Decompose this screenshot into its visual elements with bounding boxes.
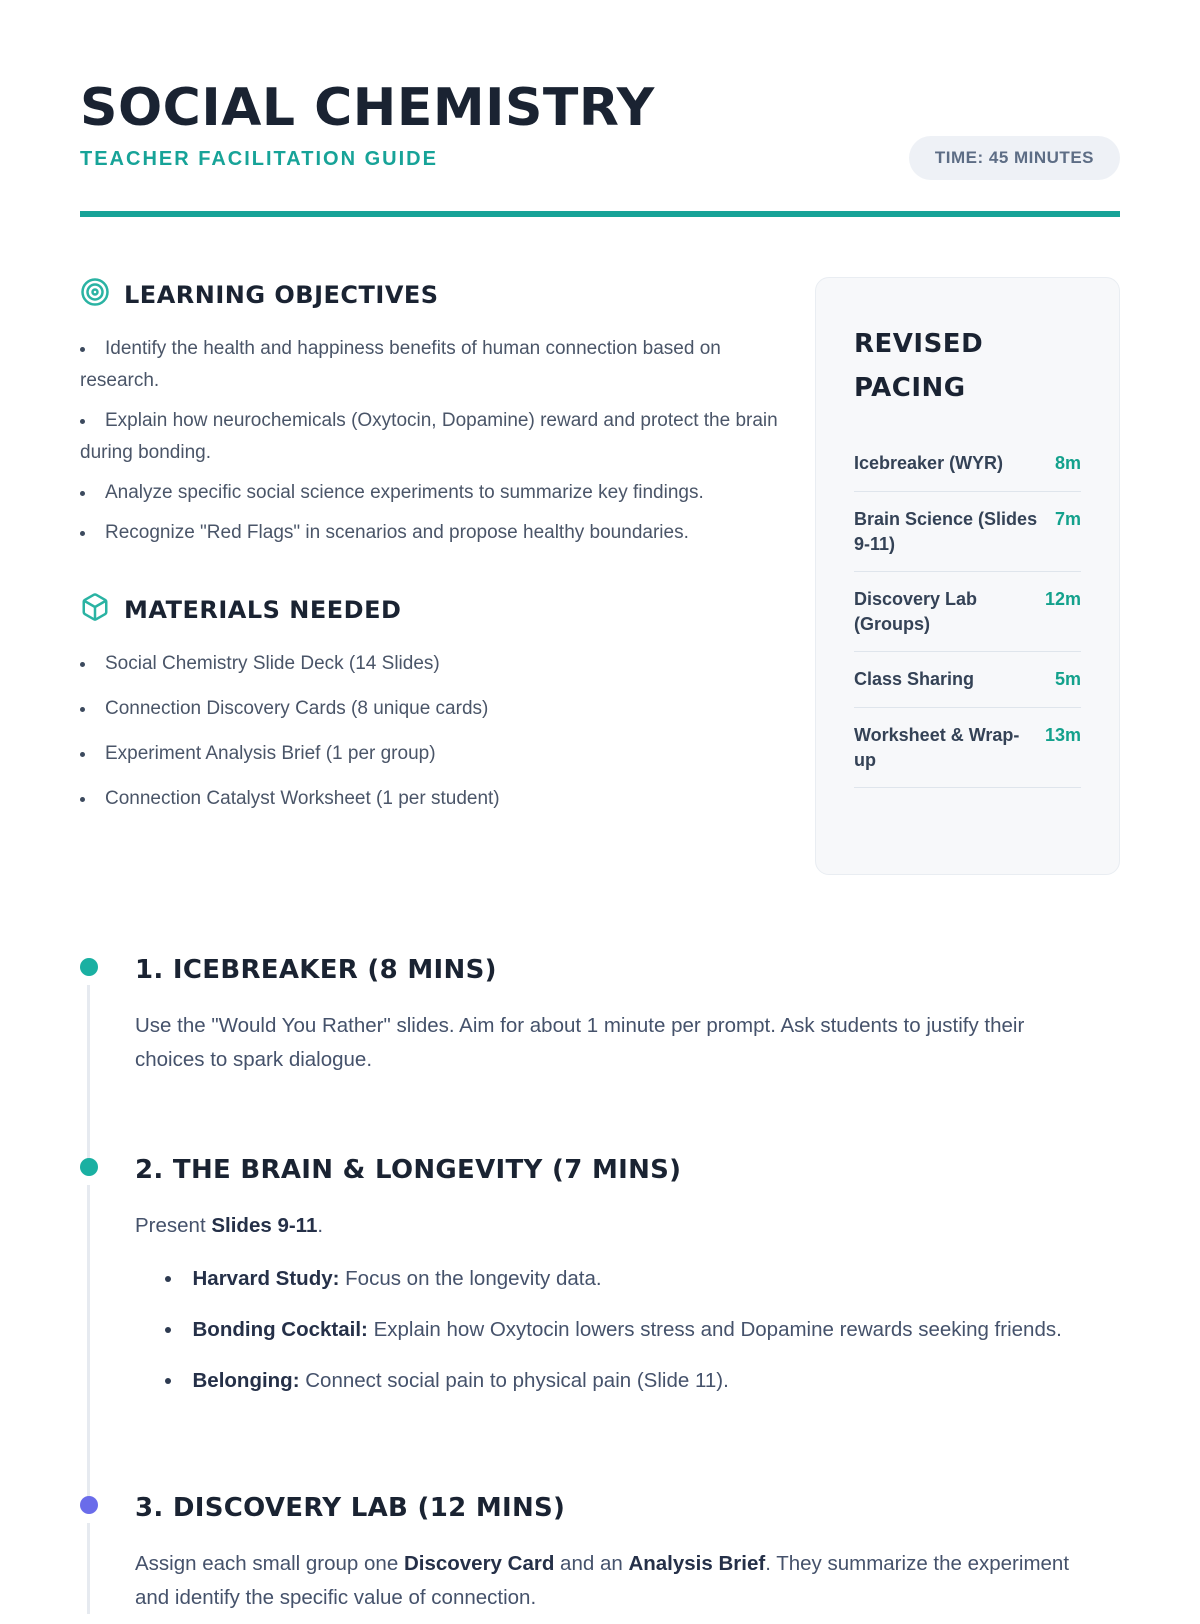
timeline-dot-purple	[80, 1496, 98, 1514]
pacing-activity-label: Class Sharing	[854, 669, 975, 690]
target-icon	[80, 277, 110, 313]
material-item: • Experiment Analysis Brief (1 per group)	[80, 738, 779, 770]
pacing-time-value: 5m	[1054, 669, 1081, 690]
section-brain-longevity	[80, 1155, 1120, 1493]
timeline-dot-teal	[80, 958, 98, 976]
objective-item: • Analyze specific social science experiments to summarize key findings.	[80, 477, 779, 509]
section-intro: Present Slides 9-11.	[135, 1213, 324, 1237]
section-bullet: • Belonging: Connect social pain to physical pain (Slide 11).	[165, 1364, 1120, 1398]
material-item: • Connection Catalyst Worksheet (1 per student)	[80, 783, 779, 815]
pacing-activity-label: Discovery Lab (Groups)	[854, 588, 978, 635]
header-divider	[80, 211, 1120, 217]
page-subtitle: TEACHER FACILITATION GUIDE	[80, 148, 438, 170]
materials-needed-title: MATERIALS NEEDED	[124, 596, 402, 625]
section-bullet-list	[165, 1262, 1120, 1397]
objective-item: • Recognize "Red Flags" in scenarios and propose healthy boundaries.	[80, 517, 779, 549]
section-bullet: • Bonding Cocktail: Explain how Oxytocin lowers stress and Dopamine rewards seeking friends.	[165, 1313, 1120, 1347]
section-heading: 1. ICEBREAKER (8 MINS)	[135, 954, 497, 985]
header	[80, 78, 1120, 171]
pacing-row	[854, 572, 1081, 652]
section-body: Use the "Would You Rather" slides. Aim for about 1 minute per prompt. Ask students to justify their choices to spark dialogue.	[135, 1013, 1025, 1071]
materials-needed-heading	[80, 592, 779, 628]
pacing-activity-label: Worksheet & Wrap-up	[854, 724, 1020, 770]
left-column	[80, 277, 779, 875]
section-heading: 3. DISCOVERY LAB (12 MINS)	[135, 1492, 566, 1523]
timeline-dot-teal	[80, 1158, 98, 1176]
content-columns	[80, 277, 1120, 875]
lesson-timeline	[80, 955, 1120, 1624]
pacing-time-value: 8m	[1054, 453, 1081, 474]
section-icebreaker	[80, 955, 1120, 1155]
section-heading: 2. THE BRAIN & LONGEVITY (7 MINS)	[135, 1154, 682, 1185]
materials-list	[80, 648, 779, 815]
section-body: Assign each small group one Discovery Card and an Analysis Brief. They summarize the experiment and identify the specific value of connection.	[135, 1551, 1070, 1609]
pacing-time-value: 12m	[1044, 588, 1081, 609]
section-discovery-lab	[80, 1493, 1120, 1624]
pacing-row	[854, 492, 1081, 572]
pacing-rows	[854, 436, 1081, 788]
objective-item: • Explain how neurochemicals (Oxytocin, Dopamine) reward and protect the brain during bonding.	[80, 405, 779, 469]
objective-item: • Identify the health and happiness benefits of human connection based on research.	[80, 333, 779, 397]
material-item: • Connection Discovery Cards (8 unique cards)	[80, 693, 779, 725]
page-title: SOCIAL CHEMISTRY	[80, 78, 655, 138]
materials-block	[80, 592, 779, 815]
pacing-time-value: 7m	[1054, 508, 1081, 529]
learning-objectives-heading	[80, 277, 779, 313]
package-icon	[80, 592, 110, 628]
pacing-activity-label: Brain Science (Slides 9-11)	[854, 508, 1038, 554]
pacing-row	[854, 708, 1081, 788]
pacing-row	[854, 436, 1081, 491]
pacing-activity-label: Icebreaker (WYR)	[854, 453, 1004, 474]
pacing-card-title: REVISED PACING	[854, 329, 984, 404]
section-bullet: • Harvard Study: Focus on the longevity data.	[165, 1262, 1120, 1296]
revised-pacing-card	[815, 277, 1120, 875]
material-item: • Social Chemistry Slide Deck (14 Slides)	[80, 648, 779, 680]
time-badge: TIME: 45 MINUTES	[909, 136, 1120, 180]
pacing-row	[854, 652, 1081, 707]
learning-objectives-title: LEARNING OBJECTIVES	[124, 281, 439, 309]
learning-objectives-list	[80, 333, 779, 548]
pacing-time-value: 13m	[1044, 724, 1081, 745]
